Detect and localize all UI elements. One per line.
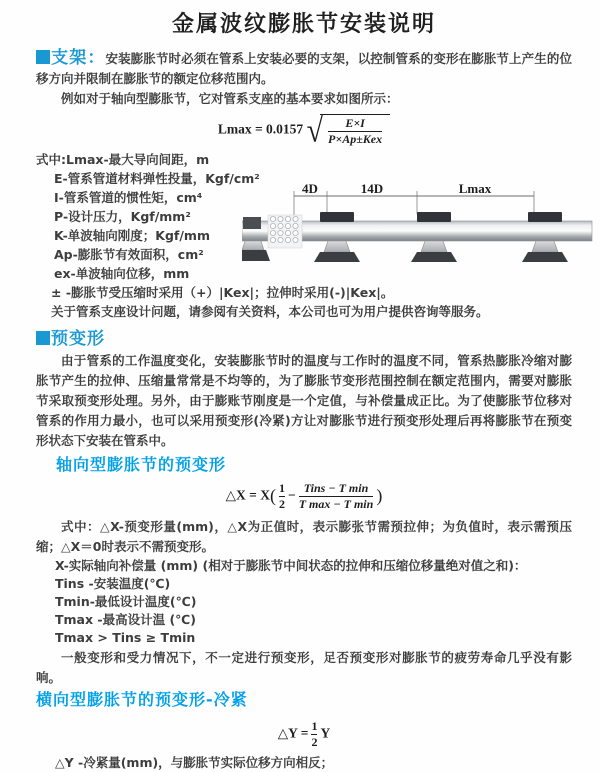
formula-dx-minus: −: [288, 487, 296, 503]
dx-explain-paragraph: 式中：△X-预变形量(mm)，△X为正值时，表示膨张节需预拉伸；为负值时，表示需预压缩；△X＝0时表示不需预变形。: [36, 519, 572, 554]
dim-label-4d: 4D: [302, 182, 318, 196]
def-ex: ex-单波轴向位移，mm: [54, 266, 190, 281]
support-example-line: 例如对于轴向型膨胀节，它对管系支座的基本要求如图所示：: [61, 91, 399, 106]
temp-relation: Tmax > Tins ≥ Tmin: [55, 630, 196, 645]
section-marker-icon: [36, 331, 50, 345]
preform-general-note: 一般变形和受力情况下，不一定进行预变形，足否预变形对膨胀节的疲劳寿命几乎没有影响。: [36, 650, 572, 685]
formula-delta-y: [36, 719, 572, 750]
def-delta-y: △Y -冷紧量(mm)，与膨胀节实际位移方向相反；: [55, 755, 334, 770]
def-i: I-管系管道的惯性矩，cm⁴: [54, 190, 203, 205]
def-ap: Ap-膨胀节有效面积，cm²: [54, 247, 204, 262]
preform-paragraph: 由于管系的工作温度变化，安装膨胀节时的温度与工作时的温度不同，管系热膨胀冷缩对膨胀节产生的拉伸、压缩量常常是不均等的，为了膨胀节变形范围控制在额定范围内，需要对膨胀节采取预变形处理。另外，由于膨账节刚度是一个定值，与补偿量成正比。为了使膨胀节位移对管系的作用力最小，也可以采用预变形(冷紧)方让对膨胀节进行预变形处理后再将膨胀节在预变形状态下安装在管系中。: [36, 353, 572, 448]
formula-dx-half-den: 2: [279, 497, 285, 511]
support-intro-text: 安装膨胀节时必须在管系上安装必要的支架，以控制管系的变形在膨胀节上产生的位移方向并限制在膨胀节的额定位移范围内。: [36, 51, 572, 86]
formula-lmax-lhs: Lmax = 0.0157: [217, 121, 304, 137]
formula-dx-temp-den: T max − T min: [298, 497, 374, 511]
def-x: X-实际轴向补偿量 (mm) (相对于膨胀节中间状态的拉伸和压缩位移量绝对值之和)：: [55, 558, 527, 573]
section-header-preform-row: [36, 328, 572, 351]
subtitle-axial-preform: 轴向型膨胀节的预变形: [56, 455, 227, 474]
section-header-support: 支架：: [51, 48, 106, 68]
dim-label-14d: 14D: [360, 182, 384, 196]
formula-delta-x: [36, 481, 572, 512]
support-intro-paragraph: [36, 48, 572, 89]
def-consult-note: 关于管系支座设计问题，请参阅有关资料，本公司也可为用户提供咨询等服务。: [51, 304, 489, 319]
def-p: P-设计压力，Kgf/mm²: [54, 209, 191, 224]
sqrt-glyph: √: [306, 110, 324, 149]
formula-lmax-numerator: E×I: [345, 116, 365, 130]
def-k: K-单波轴向刚度；Kgf/mm: [54, 228, 210, 243]
formula-dy-lhs: △Y =: [277, 725, 309, 741]
section-marker-icon: [36, 50, 50, 64]
formula-lmax: [36, 110, 572, 149]
sqrt-radical: [306, 110, 391, 149]
dim-label-lmax: Lmax: [458, 182, 492, 196]
def-tmax: Tmax -最高设计温 (℃): [55, 612, 197, 627]
formula-dx-open-paren: (: [270, 485, 276, 506]
formula-dx-close-paren: ): [376, 485, 383, 506]
section-header-preform: 预变形: [51, 329, 105, 349]
formula-lmax-denominator: P×Ap±Kex: [328, 132, 383, 146]
subtitle-lateral-preform: 横向型膨胀节的预变形-冷紧: [36, 690, 248, 709]
formula-dy-rhs: Y: [320, 725, 331, 741]
page-title: 金属波纹膨胀节安装说明: [171, 12, 436, 37]
def-e: E-管系管道材料弹性投量，Kgf/cm²: [54, 171, 260, 186]
formula-dx-temp-num: Tins − T min: [303, 481, 369, 495]
formula-dx-half-num: 1: [279, 481, 285, 495]
def-sign-note: ± -膨胀节受压缩时采用（+）|Kex|；拉伸时采用(-)|Kex|。: [51, 285, 394, 300]
formula-dx-lhs: △X = X: [225, 487, 270, 503]
def-lmax: 式中:Lmax-最大导向间距，m: [36, 152, 210, 167]
formula-dy-half-num: 1: [311, 719, 318, 733]
def-tins: Tins -安装温度(℃): [55, 576, 171, 591]
definitions-block: [36, 150, 572, 321]
bellows-icon: [268, 215, 302, 248]
def-tmin: Tmin-最低设计温度(℃): [55, 594, 197, 609]
pipe-support-diagram: [242, 182, 594, 277]
formula-dy-half-den: 2: [311, 735, 318, 749]
